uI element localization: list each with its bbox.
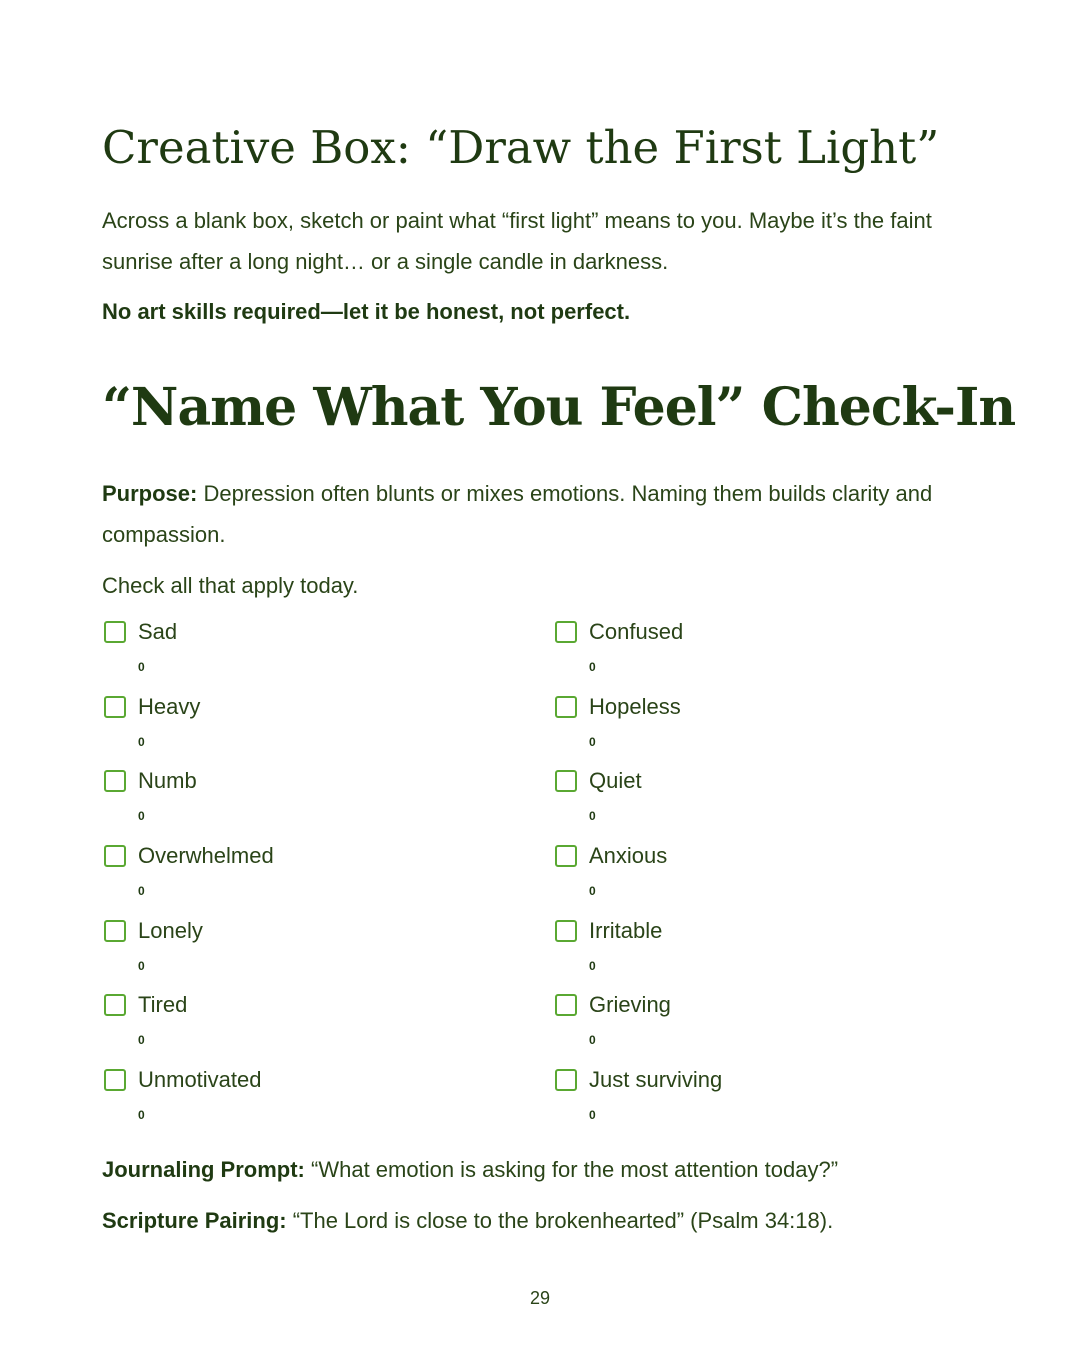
checkbox-icon[interactable] xyxy=(555,845,577,867)
emotion-count: 0 xyxy=(138,1033,145,1048)
journaling-label: Journaling Prompt: xyxy=(102,1157,305,1182)
checkbox-icon[interactable] xyxy=(555,621,577,643)
emotion-item[interactable] xyxy=(102,690,553,765)
emotion-count: 0 xyxy=(589,809,596,824)
emotion-item[interactable] xyxy=(553,914,982,989)
scripture-text: “The Lord is close to the brokenhearted” (Psalm 34:18). xyxy=(286,1208,834,1233)
checkbox-icon[interactable] xyxy=(555,1069,577,1091)
scripture-label: Scripture Pairing: xyxy=(102,1208,287,1233)
check-in-title: “Name What You Feel” Check-In xyxy=(102,377,1016,438)
checkbox-icon[interactable] xyxy=(555,770,577,792)
purpose-paragraph xyxy=(102,473,982,555)
emotion-count: 0 xyxy=(589,660,596,674)
creative-box-title: Creative Box: “Draw the First Light” xyxy=(102,121,940,174)
checkbox-icon[interactable] xyxy=(104,920,126,942)
emotion-label: Anxious xyxy=(589,843,668,869)
emotion-count: 0 xyxy=(589,884,596,899)
emotion-count: 0 xyxy=(138,734,145,749)
emotion-item[interactable] xyxy=(553,1063,982,1138)
check-in-instruction: Check all that apply today. xyxy=(102,573,359,598)
emotion-label: Heavy xyxy=(138,693,201,719)
emotion-item[interactable] xyxy=(553,764,982,839)
purpose-label: Purpose: xyxy=(102,481,198,506)
emotion-count: 0 xyxy=(589,1033,596,1048)
emotion-count: 0 xyxy=(589,734,596,749)
checkbox-icon[interactable] xyxy=(104,994,126,1016)
emotion-item[interactable] xyxy=(553,690,982,765)
emotion-item[interactable] xyxy=(553,839,982,914)
emotion-item[interactable] xyxy=(102,1063,553,1138)
emotion-label: Irritable xyxy=(589,917,663,943)
emotion-label: Confused xyxy=(589,619,684,644)
emotion-label: Overwhelmed xyxy=(138,843,274,869)
emotion-item[interactable] xyxy=(102,764,553,839)
emotion-count: 0 xyxy=(138,1108,145,1123)
emotion-label: Numb xyxy=(138,768,197,794)
journaling-prompt xyxy=(102,1152,838,1188)
emotion-label: Sad xyxy=(138,619,178,644)
emotion-label: Quiet xyxy=(589,768,642,794)
emotion-count: 0 xyxy=(589,958,596,973)
emotion-item[interactable] xyxy=(102,914,553,989)
checkbox-icon[interactable] xyxy=(104,845,126,867)
checkbox-icon[interactable] xyxy=(104,1069,126,1091)
checkbox-icon[interactable] xyxy=(104,770,126,792)
purpose-text: Depression often blunts or mixes emotions. Naming them builds clarity and compassion. xyxy=(102,481,933,547)
creative-box-description: Across a blank box, sketch or paint what “first light” means to you. Maybe it’s the faint sunrise after a long night… or a single candle in darkness. xyxy=(102,208,932,274)
emotion-count: 0 xyxy=(589,1108,596,1123)
emotion-item[interactable] xyxy=(553,615,982,690)
emotion-label: Grieving xyxy=(589,992,671,1018)
checkbox-icon[interactable] xyxy=(555,696,577,718)
emotion-count: 0 xyxy=(138,809,145,824)
page-number: 29 xyxy=(529,1288,551,1308)
emotion-label: Hopeless xyxy=(589,693,681,719)
checkbox-icon[interactable] xyxy=(104,621,126,643)
scripture-pairing xyxy=(102,1203,833,1239)
emotion-count: 0 xyxy=(138,958,145,973)
emotion-item[interactable] xyxy=(102,988,553,1063)
emotion-label: Tired xyxy=(138,992,188,1018)
emotion-checklist xyxy=(102,615,982,1138)
emotion-label: Just surviving xyxy=(589,1067,723,1093)
emotion-label: Unmotivated xyxy=(138,1067,262,1093)
checkbox-icon[interactable] xyxy=(555,920,577,942)
emotion-label: Lonely xyxy=(138,917,203,943)
checkbox-icon[interactable] xyxy=(104,696,126,718)
journaling-text: “What emotion is asking for the most attention today?” xyxy=(304,1157,839,1182)
emotion-item[interactable] xyxy=(102,839,553,914)
creative-box-note: No art skills required—let it be honest, not perfect. xyxy=(102,299,631,324)
emotion-count: 0 xyxy=(138,884,145,899)
emotion-item[interactable] xyxy=(102,615,553,690)
emotion-item[interactable] xyxy=(553,988,982,1063)
checkbox-icon[interactable] xyxy=(555,994,577,1016)
emotion-count: 0 xyxy=(138,660,145,674)
